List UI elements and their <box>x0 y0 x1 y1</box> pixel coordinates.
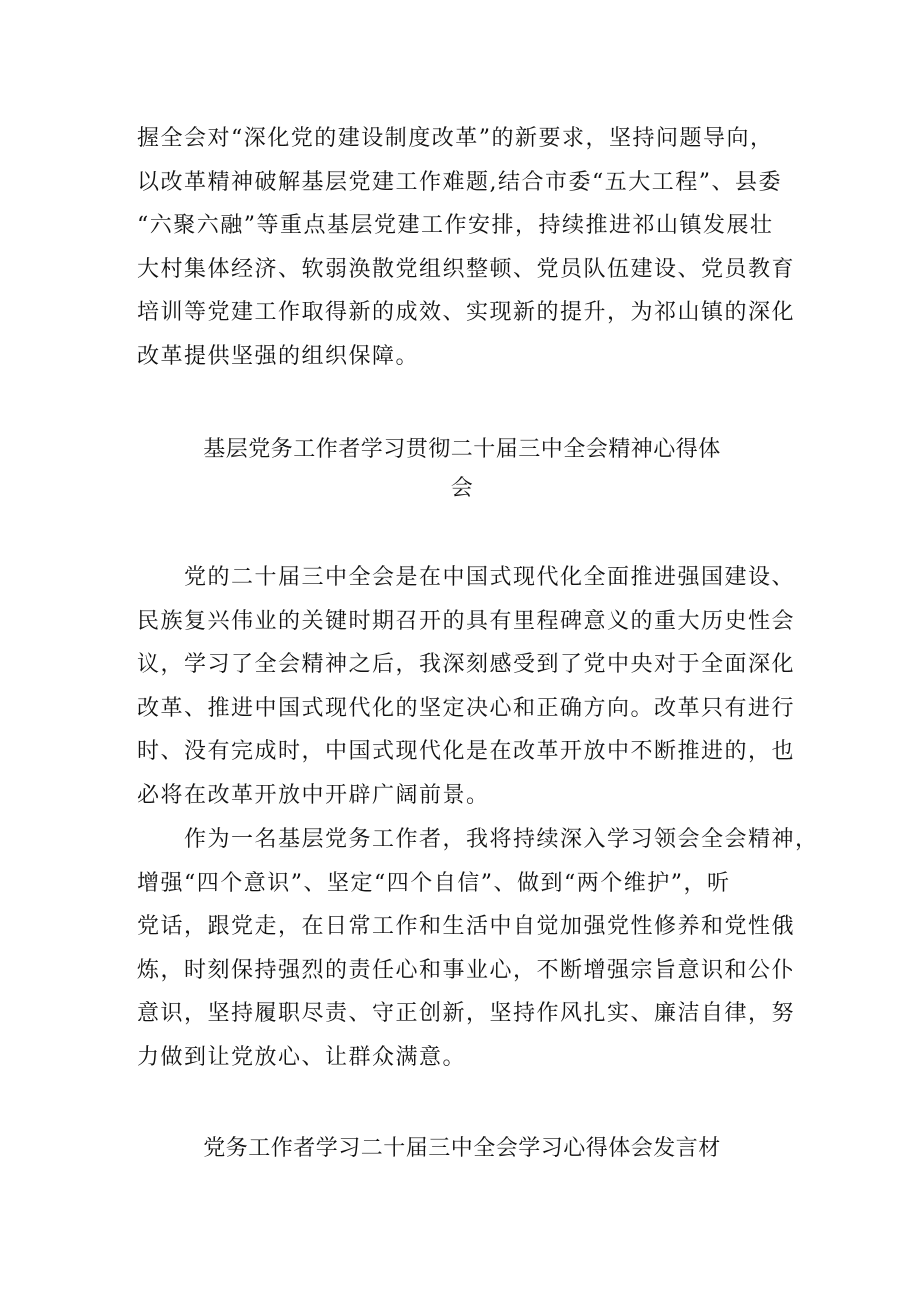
text-line: 大村集体经济、软弱涣散党组织整顿、党员队伍建设、党员教育 <box>137 256 796 282</box>
text-line: 增强“四个意识”、坚定“四个自信”、做到“两个维护”，听 <box>137 870 731 896</box>
title-line: 基层党务工作者学习贯彻二十届三中全会精神心得体 <box>203 437 721 462</box>
text-line: 改革、推进中国式现代化的坚定决心和正确方向。改革只有进行 <box>137 695 796 721</box>
text-line: 以改革精神破解基层党建工作难题,结合市委“五大工程”、县委 <box>137 169 782 195</box>
text-line: 民族复兴伟业的关键时期召开的具有里程碑意义的重大历史性会 <box>137 608 796 634</box>
section-title <box>137 430 787 508</box>
text-line: 作为一名基层党务工作者，我将持续深入学习领会全会精神， <box>184 827 819 852</box>
text-line: 党的二十届三中全会是在中国式现代化全面推进强国建设、 <box>184 565 796 590</box>
text-line: 议，学习了全会精神之后，我深刻感受到了党中央对于全面深化 <box>137 652 796 677</box>
top-paragraph <box>137 117 796 378</box>
text-line: 力做到让党放心、让群众满意。 <box>137 1044 467 1070</box>
paragraph <box>137 556 796 817</box>
text-line: 握全会对“深化党的建设制度改革”的新要求，坚持问题导向， <box>137 126 774 151</box>
paragraph <box>137 818 819 1079</box>
text-line: 时、没有完成时，中国式现代化是在改革开放中不断推进的，也 <box>137 739 796 764</box>
text-line: 培训等党建工作取得新的成效、实现新的提升，为祁山镇的深化 <box>137 300 796 325</box>
text-line: 意识，坚持履职尽责、守正创新，坚持作风扎实、廉洁自律，努 <box>137 1001 796 1026</box>
text-line: 改革提供坚强的组织保障。 <box>137 343 420 369</box>
text-line: 炼，时刻保持强烈的责任心和事业心，不断增强宗旨意识和公仆 <box>137 957 796 983</box>
section-title <box>137 1129 787 1168</box>
title-line: 党务工作者学习二十届三中全会学习心得体会发言材 <box>203 1136 721 1161</box>
text-line: 必将在改革开放中开辟广阔前景。 <box>137 782 490 808</box>
text-line: 党话，跟党走，在日常工作和生活中自觉加强党性修养和党性俄 <box>137 914 796 939</box>
title-line: 会 <box>450 476 474 501</box>
text-line: “六聚六融”等重点基层党建工作安排，持续推进祁山镇发展壮 <box>137 213 774 238</box>
